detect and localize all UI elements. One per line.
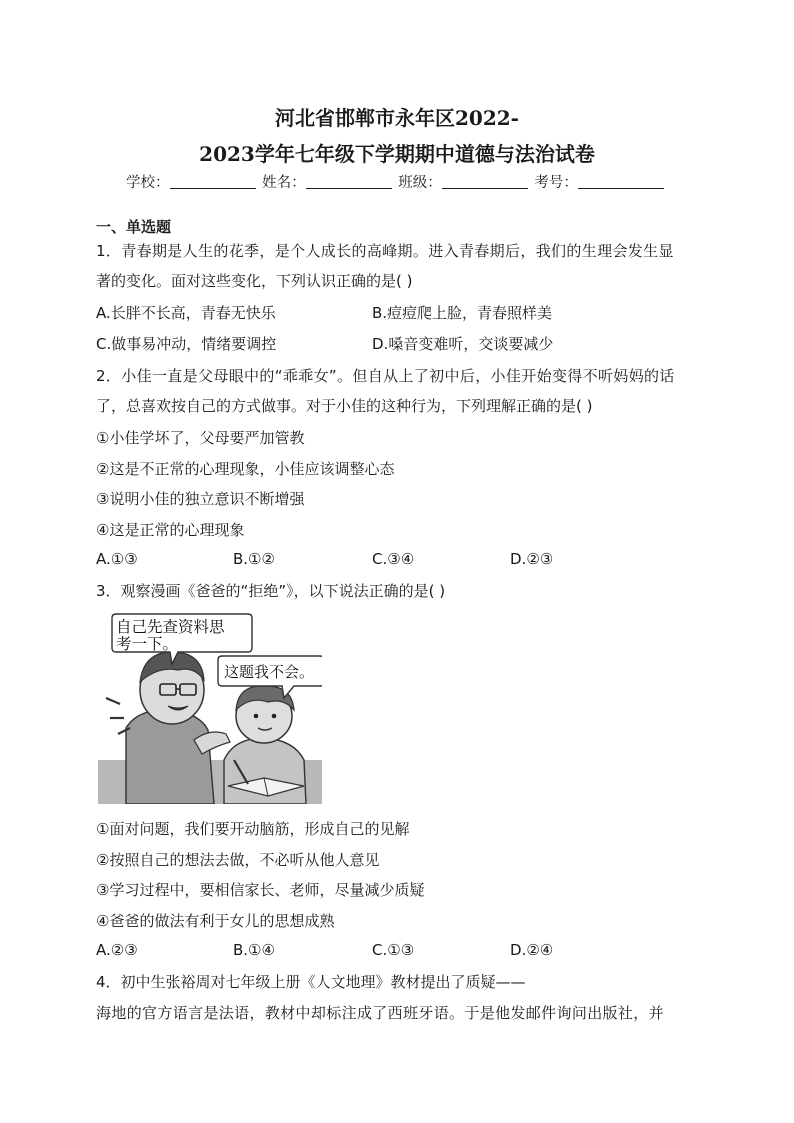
bubble-dad-line1: 自己先查资料思 — [116, 618, 225, 636]
class-label: 班级： — [398, 175, 442, 191]
q1-option-d[interactable]: D.嗓音变难听，交谈要减少 — [372, 335, 554, 353]
q3-statement-3: ③学习过程中，要相信家长、老师，尽量减少质疑 — [96, 881, 425, 899]
q2-statement-1: ①小佳学坏了，父母要严加管教 — [96, 429, 305, 447]
q1-option-b[interactable]: B.痘痘爬上脸，青春照样美 — [372, 304, 553, 322]
q1-option-c[interactable]: C.做事易冲动，情绪要调控 — [96, 335, 277, 353]
q3-stem: 3．观察漫画《爸爸的“拒绝”》，以下说法正确的是( ) — [96, 582, 446, 600]
q3-option-c[interactable]: C.①③ — [372, 941, 415, 959]
number-blank[interactable] — [578, 174, 664, 189]
q3-option-d[interactable]: D.②④ — [510, 941, 554, 959]
q2-option-d[interactable]: D.②③ — [510, 550, 554, 568]
q3-statement-1: ①面对问题，我们要开动脑筋，形成自己的见解 — [96, 820, 410, 838]
q4-stem-line2: 海地的官方语言是法语，教材中却标注成了西班牙语。于是他发邮件询问出版社，并 — [96, 1004, 664, 1022]
q2-option-c[interactable]: C.③④ — [372, 550, 415, 568]
q1-option-a[interactable]: A.长胖不长高，青春无快乐 — [96, 304, 276, 322]
q2-statement-2: ②这是不正常的心理现象，小佳应该调整心态 — [96, 460, 395, 478]
q4-stem-line1: 4．初中生张裕周对七年级上册《人文地理》教材提出了质疑—— — [96, 973, 526, 991]
q2-statement-3: ③说明小佳的独立意识不断增强 — [96, 490, 305, 508]
paper-title-line1: 河北省邯郸市永年区2022- — [275, 106, 519, 130]
q3-option-a[interactable]: A.②③ — [96, 941, 138, 959]
q2-statement-4: ④这是正常的心理现象 — [96, 521, 245, 539]
q3-option-b[interactable]: B.①④ — [233, 941, 275, 959]
q2-option-a[interactable]: A.①③ — [96, 550, 138, 568]
q1-stem-line1: 1．青春期是人生的花季，是个人成长的高峰期。进入青春期后，我们的生理会发生显 — [96, 242, 674, 260]
q2-stem-line2: 了，总喜欢按自己的方式做事。对于小佳的这种行为，下列理解正确的是( ) — [96, 397, 593, 415]
number-label: 考号： — [534, 175, 578, 191]
bubble-dad-line2: 考一下。 — [116, 635, 179, 653]
q2-option-b[interactable]: B.①② — [233, 550, 275, 568]
name-blank[interactable] — [306, 174, 392, 189]
name-label: 姓名： — [262, 175, 306, 191]
class-blank[interactable] — [442, 174, 528, 189]
q3-statement-4: ④爸爸的做法有利于女儿的思想成熟 — [96, 912, 335, 930]
q1-stem-line2: 著的变化。面对这些变化，下列认识正确的是( ) — [96, 272, 413, 290]
student-info-row — [126, 171, 666, 192]
q3-statement-2: ②按照自己的想法去做，不必听从他人意见 — [96, 851, 380, 869]
section-heading: 一、单选题 — [96, 218, 172, 236]
paper-title-line2: 2023学年七年级下学期期中道德与法治试卷 — [199, 142, 595, 166]
q2-stem-line1: 2．小佳一直是父母眼中的“乖乖女”。但自从上了初中后，小佳开始变得不听妈妈的话 — [96, 367, 675, 385]
school-blank[interactable] — [170, 174, 256, 189]
bubble-boy-text: 这题我不会。 — [224, 663, 315, 681]
school-label: 学校： — [126, 175, 170, 191]
comic-illustration — [98, 610, 322, 804]
